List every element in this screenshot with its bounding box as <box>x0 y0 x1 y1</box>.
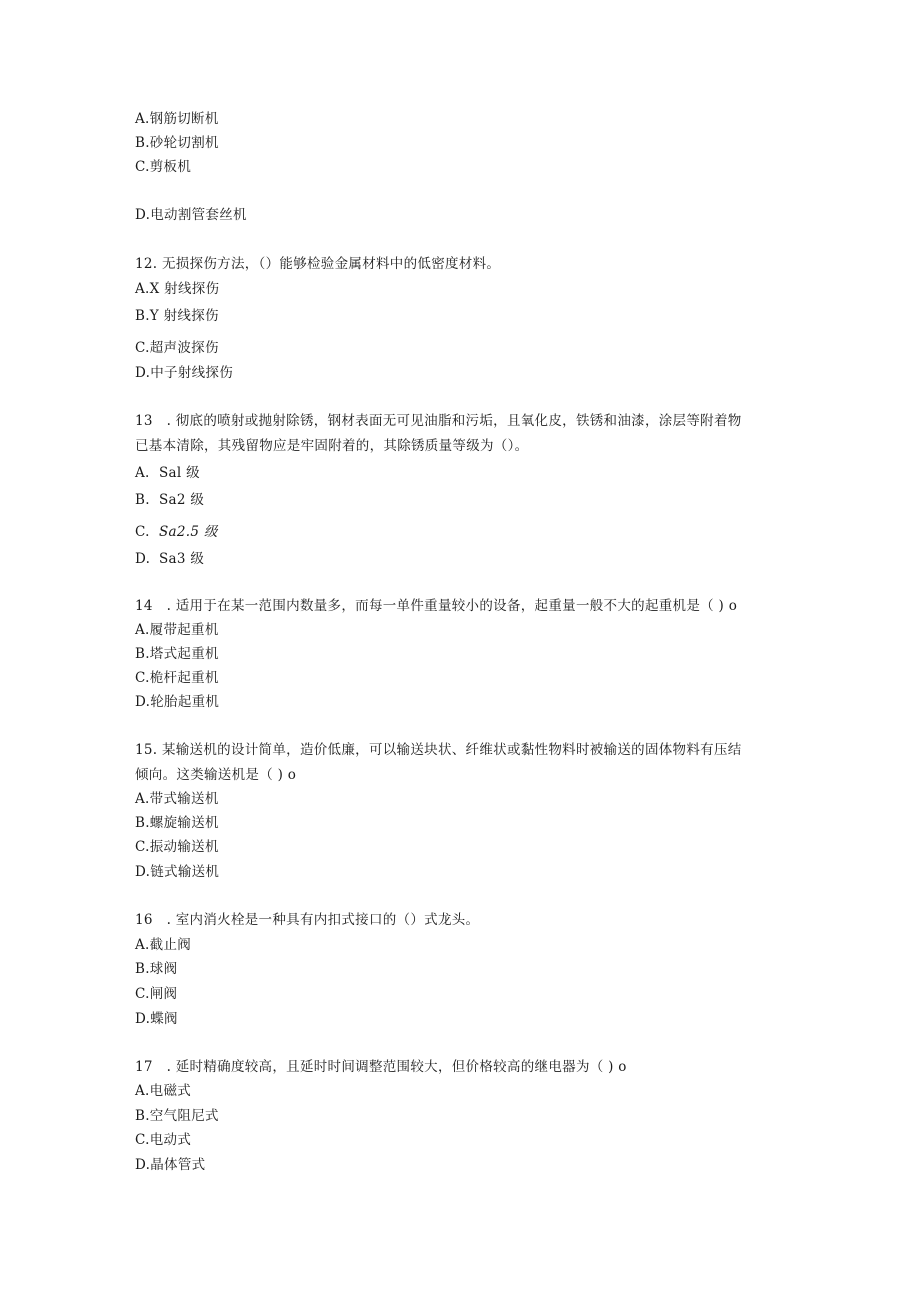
q16-stem: 16 . 室内消火栓是一种具有内扣式接口的（）式龙头。 <box>135 912 480 928</box>
q17-option-d: D.晶体管式 <box>135 1157 206 1173</box>
q13-stem-line-2: 已基本清除，其残留物应是牢固附着的，其除锈质量等级为（）。 <box>135 438 529 454</box>
option-text: Sa3 级 <box>159 551 205 567</box>
option-text: Sa2 级 <box>159 492 205 508</box>
q16-option-a: A.截止阀 <box>135 937 192 953</box>
option-letter: B. <box>135 492 150 508</box>
q11-option-c: C.剪板机 <box>135 159 192 175</box>
q14-stem: 14 . 适用于在某一范围内数量多，而每一单件重量较小的设备，起重量一般不大的起重机是（ ) o <box>135 598 738 614</box>
q11-option-d: D.电动割管套丝机 <box>135 207 247 223</box>
q13-option-a <box>135 464 200 482</box>
q14-option-b: B.塔式起重机 <box>135 646 219 662</box>
q17-option-c: C.电动式 <box>135 1132 192 1148</box>
q15-stem-line-2: 倾向。这类输送机是（ ) o <box>135 767 297 783</box>
q16-option-d: D.蝶阀 <box>135 1011 178 1027</box>
q13-stem-line-1: 13 . 彻底的喷射或抛射除锈，钢材表面无可见油脂和污垢，且氧化皮，铁锈和油漆，涂层等附着物 <box>135 413 742 429</box>
q15-option-c: C.振动输送机 <box>135 839 219 855</box>
option-letter: A. <box>135 465 150 481</box>
q12-stem: 12. 无损探伤方法，（）能够检验金属材料中的低密度材料。 <box>135 256 501 272</box>
q15-option-b: B.螺旋输送机 <box>135 815 219 831</box>
q12-option-b: B.Y 射线探伤 <box>135 308 219 324</box>
q14-option-a: A.履带起重机 <box>135 622 219 638</box>
q15-stem-line-1: 15. 某输送机的设计简单，造价低廉，可以输送块状、纤维状或黏性物料时被输送的固体物料有压结 <box>135 742 742 758</box>
q11-option-a: A.钢筋切断机 <box>135 111 219 127</box>
q12-option-a: A.X 射线探伤 <box>135 281 220 297</box>
option-letter: C. <box>135 524 150 540</box>
q13-option-c <box>135 523 218 541</box>
q17-stem: 17 . 延时精确度较高，且延时时间调整范围较大，但价格较高的继电器为（ ) o <box>135 1059 627 1075</box>
q15-option-d: D.链式输送机 <box>135 864 220 880</box>
option-letter: D. <box>135 551 151 567</box>
q13-option-b <box>135 491 204 509</box>
q16-option-b: B.球阀 <box>135 961 178 977</box>
q11-option-b: B.砂轮切割机 <box>135 135 219 151</box>
q13-option-d <box>135 550 204 568</box>
option-text: Sa2.5 级 <box>159 524 218 540</box>
q17-option-b: B.空气阻尼式 <box>135 1108 219 1124</box>
option-text: Sal 级 <box>159 465 200 481</box>
q17-option-a: A.电磁式 <box>135 1083 192 1099</box>
q14-option-d: D.轮胎起重机 <box>135 694 220 710</box>
q14-option-c: C.桅杆起重机 <box>135 670 219 686</box>
q12-option-c: C.超声波探伤 <box>135 340 219 356</box>
q15-option-a: A.带式输送机 <box>135 791 219 807</box>
q16-option-c: C.闸阀 <box>135 986 178 1002</box>
q12-option-d: D.中子射线探伤 <box>135 365 234 381</box>
